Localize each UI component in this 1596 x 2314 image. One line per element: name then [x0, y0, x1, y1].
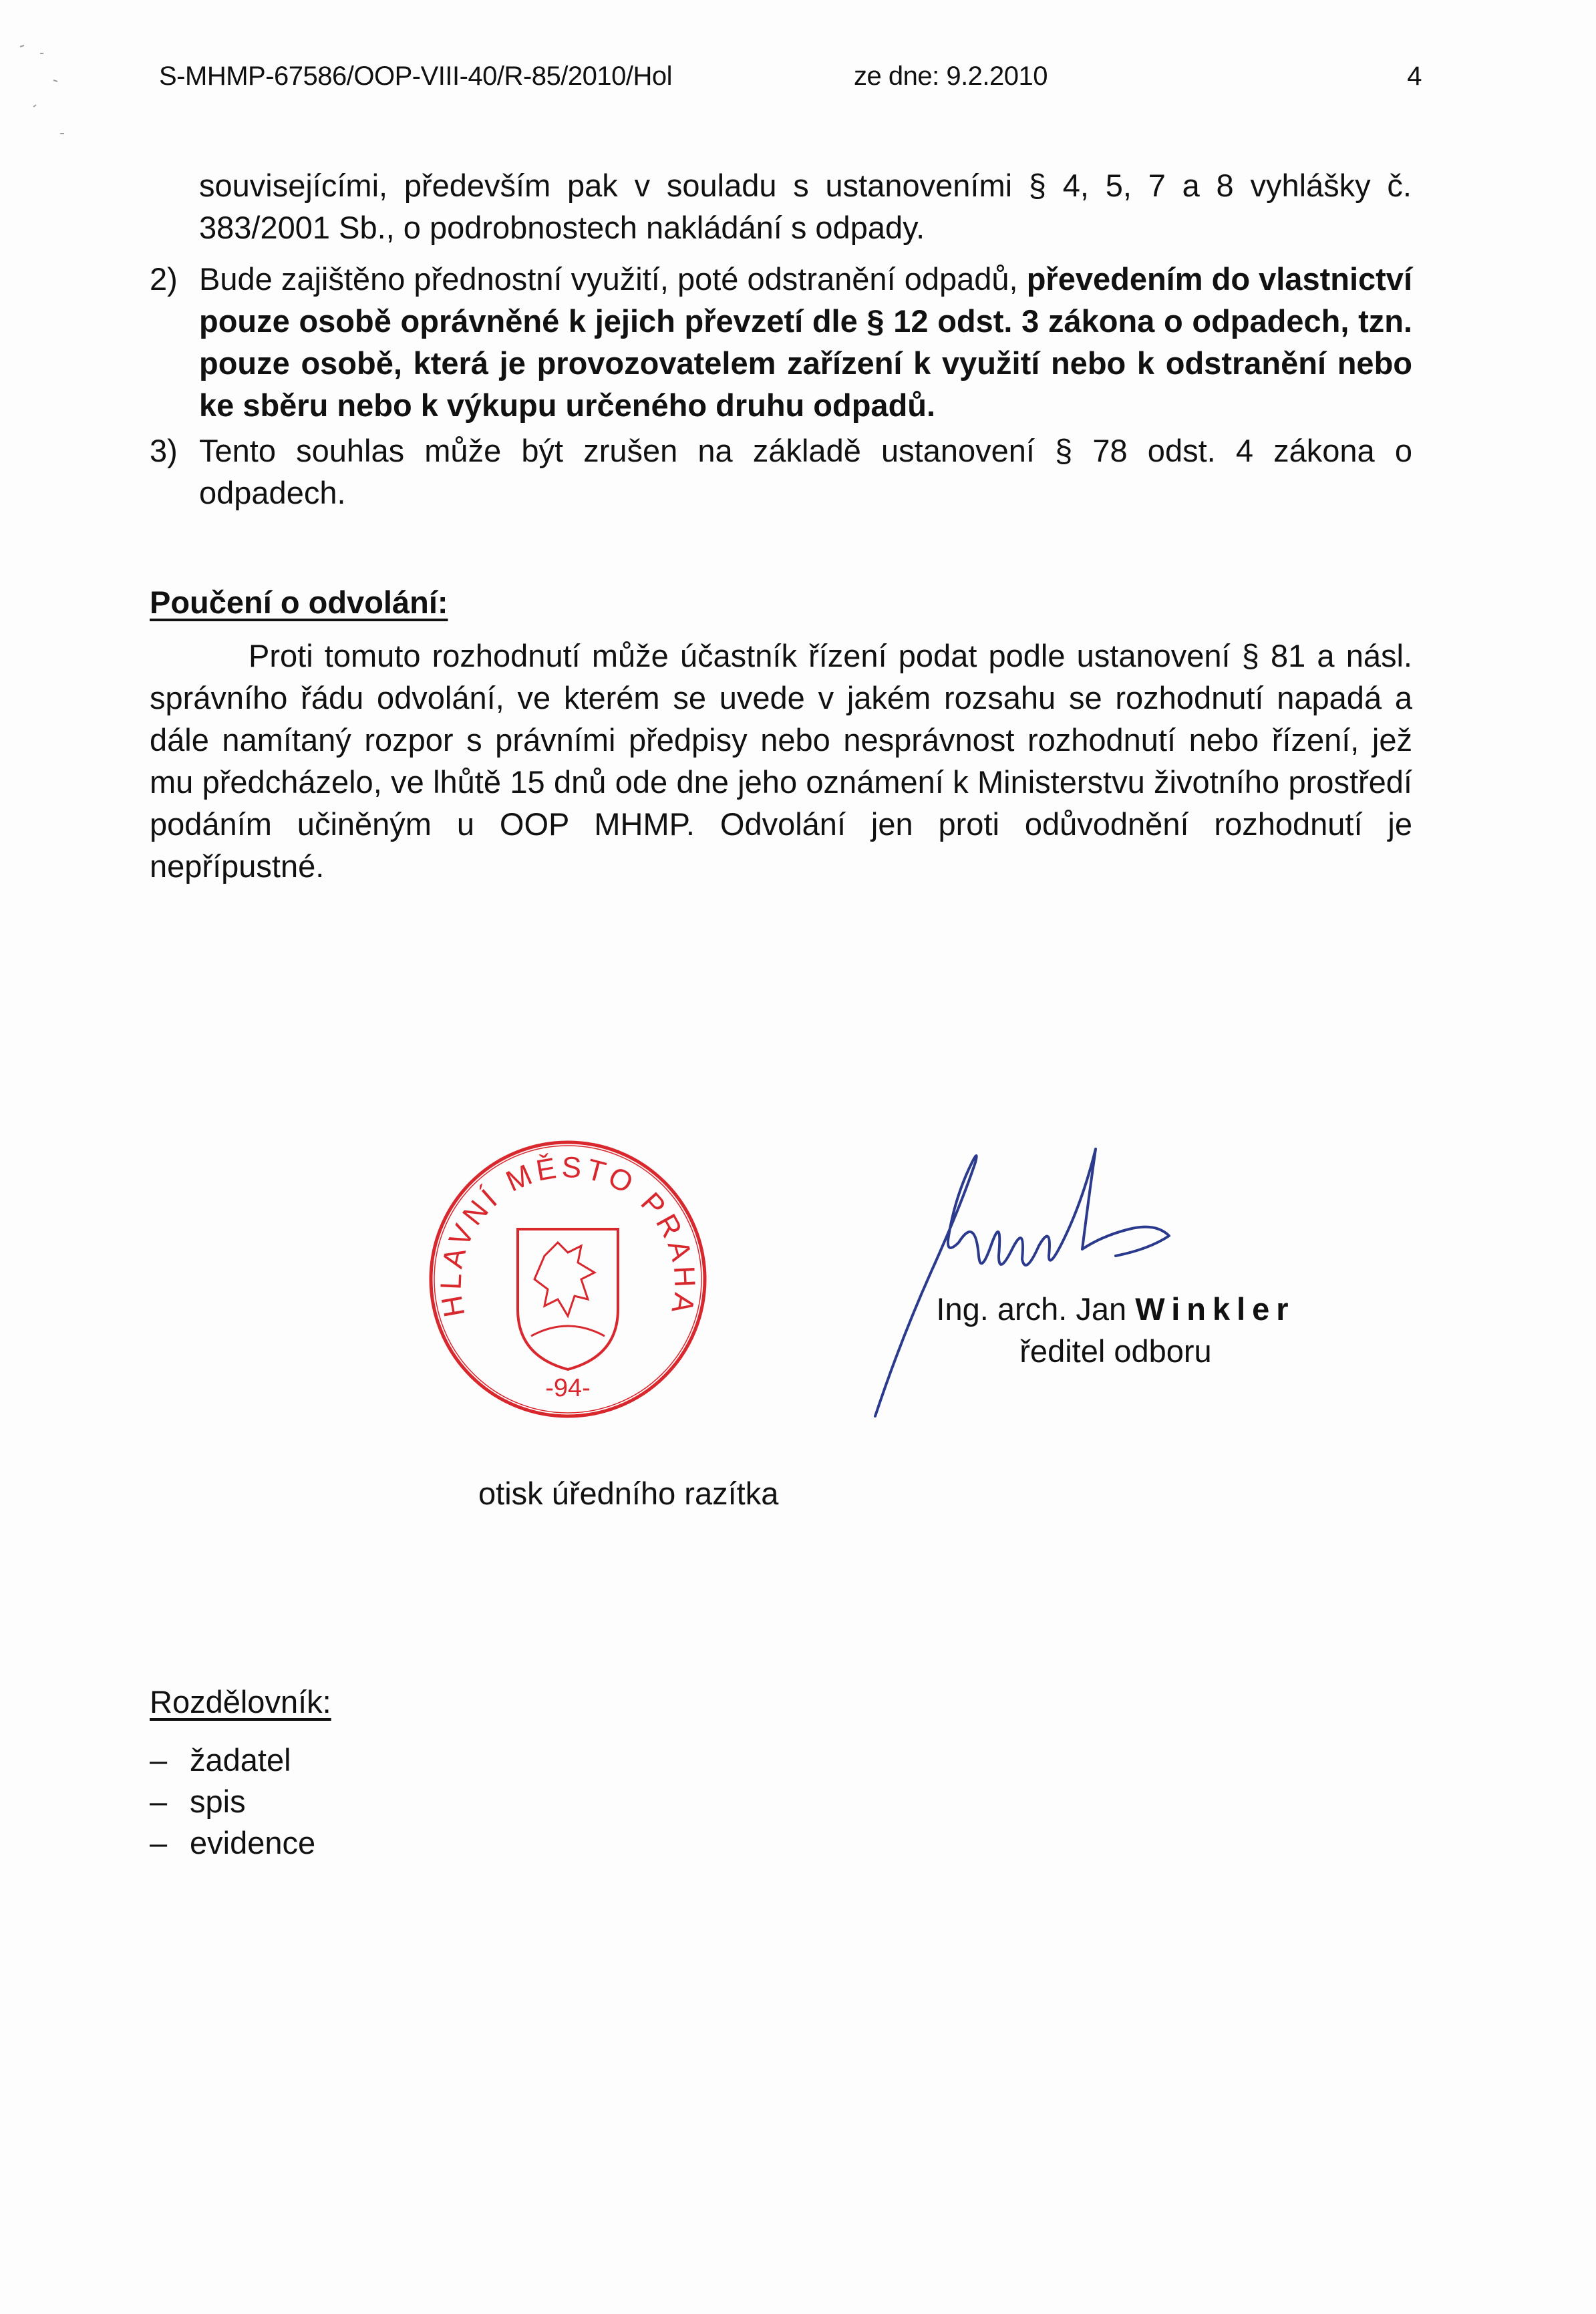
list-item: – žadatel [150, 1742, 291, 1778]
handwritten-signature [862, 1122, 1236, 1430]
distribution-list [150, 1740, 315, 1864]
item-text: Tento souhlas může být zrušen na základě ustanovení § 78 odst. 4 zákona o odpadech. [199, 433, 1412, 510]
page-header [159, 61, 1422, 102]
condition-item-3 [150, 430, 1412, 514]
condition-item-2 [150, 258, 1412, 426]
signer-block [909, 1288, 1323, 1372]
distribution-heading: Rozdělovník: [150, 1684, 331, 1719]
svg-text:HLAVNÍ MĚSTO PRAHA [435, 1151, 701, 1320]
intro-paragraph: souvisejícími, především pak v souladu s ustanoveními § 4, 5, 7 a 8 vyhlášky č. 383/2001 Sb., o podrobnostech nakládání s odpady. [199, 168, 1412, 245]
reference-number: S-MHMP-67586/OOP-VIII-40/R-85/2010/Hol [159, 61, 672, 91]
stamp-caption: otisk úředního razítka [478, 1476, 779, 1511]
signer-title-given-name: Ing. arch. Jan [936, 1291, 1136, 1327]
signer-surname: Winkler [1135, 1291, 1295, 1327]
item-text [199, 258, 1412, 426]
appeal-paragraph: Proti tomuto rozhodnutí může účastník řízení podat podle ustanovení § 81 a násl. správního řádu odvolání, ve kterém se uvede v jakém rozsahu se rozhodnutí napadá a dále namítaný rozpor s právními předpisy nebo nesprávnost rozhodnutí nebo řízení, jež mu předcházelo, ve lhůtě 15 dnů ode dne jeho oznámení k Ministerstvu životního prostředí podáním učiněným u OOP MHMP. Odvolání jen proti odůvodnění rozhodnutí je nepřípustné. [150, 638, 1412, 884]
item-number: 3) [150, 433, 178, 468]
official-stamp [418, 1129, 718, 1430]
signer-role: ředitel odboru [1019, 1333, 1212, 1369]
coat-of-arms-icon [518, 1229, 618, 1369]
stamp-ring-text: HLAVNÍ MĚSTO PRAHA [434, 1150, 701, 1320]
signer-name [909, 1288, 1323, 1330]
item-number: 2) [150, 261, 178, 297]
list-item: – spis [150, 1784, 246, 1819]
list-item: – evidence [150, 1825, 316, 1860]
scan-artifacts [13, 27, 80, 160]
item-text-plain: Bude zajištěno přednostní využití, poté odstranění odpadů, [199, 261, 1018, 297]
document-date: ze dne: 9.2.2010 [854, 61, 1048, 91]
stamp-number: -94- [545, 1374, 591, 1402]
page-number: 4 [1407, 61, 1422, 91]
item-text-bold: převedením do vlastnictví pouze osobě oprávněné k jejich převzetí dle § 12 odst. 3 zákona o odpadech, tzn. pouze osobě, která je provozovatelem zařízení k využití nebo k odstranění nebo ke sběru nebo k výkupu určeného druhu odpadů. [199, 261, 1412, 423]
appeal-heading: Poučení o odvolání: [150, 585, 448, 620]
